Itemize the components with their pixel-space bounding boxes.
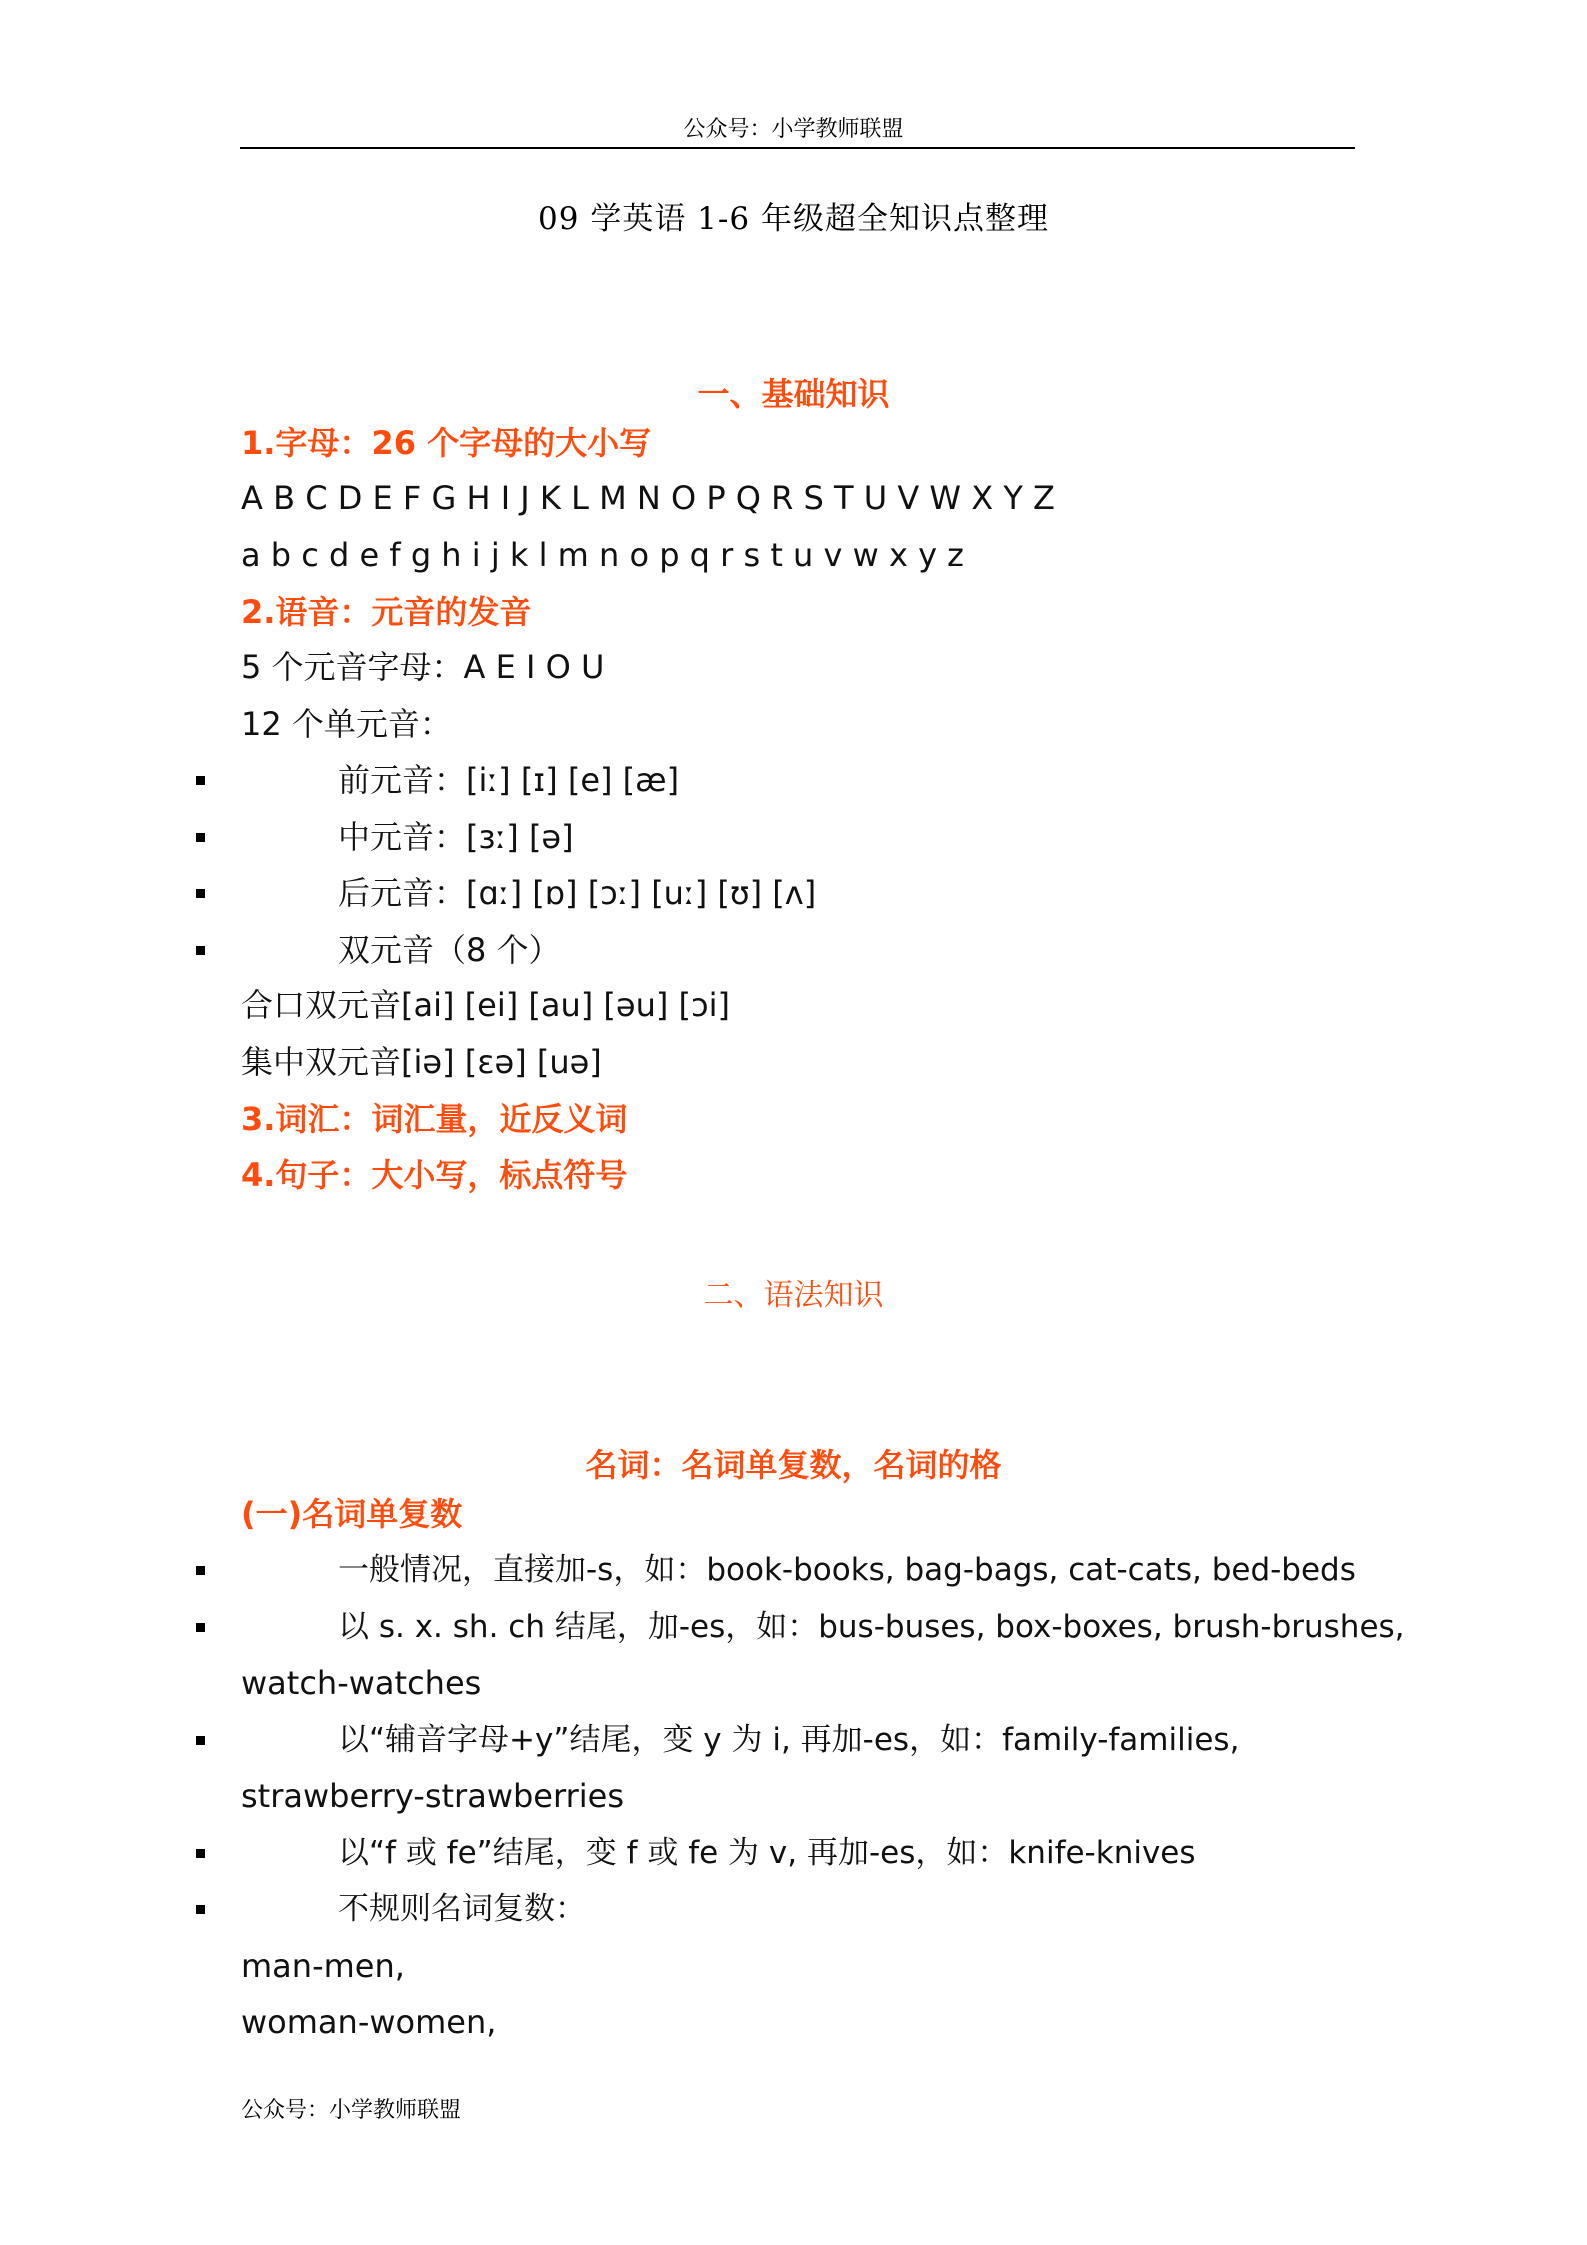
subheading-vocabulary: 3.词汇：词汇量，近反义词 xyxy=(241,1100,628,1138)
section-heading-grammar: 二、语法知识 xyxy=(703,1278,884,1313)
bullet-icon xyxy=(196,1736,205,1745)
vowel-letters-line: 5 个元音字母：A E I O U xyxy=(241,648,605,686)
list-item-text: 双元音（8 个） xyxy=(338,931,561,969)
bullet-icon xyxy=(196,946,205,955)
list-item xyxy=(0,930,1587,970)
list-item xyxy=(0,873,1587,913)
list-item-text: 中元音：[ɜː] [ə] xyxy=(338,818,574,856)
monophthongs-line: 12 个单元音： xyxy=(241,705,452,743)
list-item-text: 以“f 或 fe”结尾，变 f 或 fe 为 v, 再加-es，如：knife-knives xyxy=(338,1835,1196,1871)
section-heading-basics: 一、基础知识 xyxy=(697,375,890,413)
list-item xyxy=(0,760,1587,800)
page-footer: 公众号：小学教师联盟 xyxy=(241,2098,462,2123)
list-item-text: 不规则名词复数： xyxy=(338,1891,586,1927)
bullet-icon xyxy=(196,1623,205,1632)
list-item-text: 后元音：[ɑː] [ɒ] [ɔː] [uː] [ʊ] [ʌ] xyxy=(338,874,817,912)
centring-diphthongs-line: 集中双元音[iə] [ɛə] [uə] xyxy=(241,1043,602,1081)
list-item xyxy=(0,1833,1587,1873)
header-divider xyxy=(240,147,1355,149)
closing-diphthongs-line: 合口双元音[ai] [ei] [au] [əu] [ɔi] xyxy=(241,986,730,1024)
list-item xyxy=(0,1550,1587,1590)
example-word: woman-women, xyxy=(241,2003,497,2041)
subheading-sentences: 4.句子：大小写，标点符号 xyxy=(241,1156,628,1194)
document-title: 09 学英语 1-6 年级超全知识点整理 xyxy=(538,201,1049,237)
list-item-continuation: strawberry-strawberries xyxy=(241,1777,624,1815)
bullet-icon xyxy=(196,1905,205,1914)
subheading-plural-nouns: (一)名词单复数 xyxy=(241,1495,463,1533)
list-item-text: 一般情况，直接加-s，如：book-books, bag-bags, cat-cats, bed-beds xyxy=(338,1552,1356,1588)
list-item-text: 以 s. x. sh. ch 结尾，加-es，如：bus-buses, box-boxes, brush-brushes, xyxy=(338,1609,1405,1645)
list-item-text: 以“辅音字母+y”结尾，变 y 为 i, 再加-es，如：family-families, xyxy=(338,1722,1240,1758)
bullet-icon xyxy=(196,1849,205,1858)
list-item-text: 前元音：[iː] [ɪ] [e] [æ] xyxy=(338,761,680,799)
list-item xyxy=(0,1720,1587,1760)
list-item-continuation: watch-watches xyxy=(241,1664,482,1702)
section-subheading-nouns: 名词：名词单复数，名词的格 xyxy=(585,1446,1002,1484)
bullet-icon xyxy=(196,776,205,785)
page-header: 公众号：小学教师联盟 xyxy=(683,117,904,142)
subheading-letters: 1.字母：26 个字母的大小写 xyxy=(241,424,652,462)
uppercase-alphabet: A B C D E F G H I J K L M N O P Q R S T U V W X Y Z xyxy=(241,479,1055,517)
bullet-icon xyxy=(196,1566,205,1575)
list-item xyxy=(0,1607,1587,1647)
bullet-icon xyxy=(196,889,205,898)
bullet-icon xyxy=(196,833,205,842)
list-item xyxy=(0,1889,1587,1929)
subheading-phonetics: 2.语音：元音的发音 xyxy=(241,593,532,631)
list-item xyxy=(0,817,1587,857)
example-word: man-men, xyxy=(241,1947,405,1985)
lowercase-alphabet: a b c d e f g h i j k l m n o p q r s t u v w x y z xyxy=(241,536,964,574)
